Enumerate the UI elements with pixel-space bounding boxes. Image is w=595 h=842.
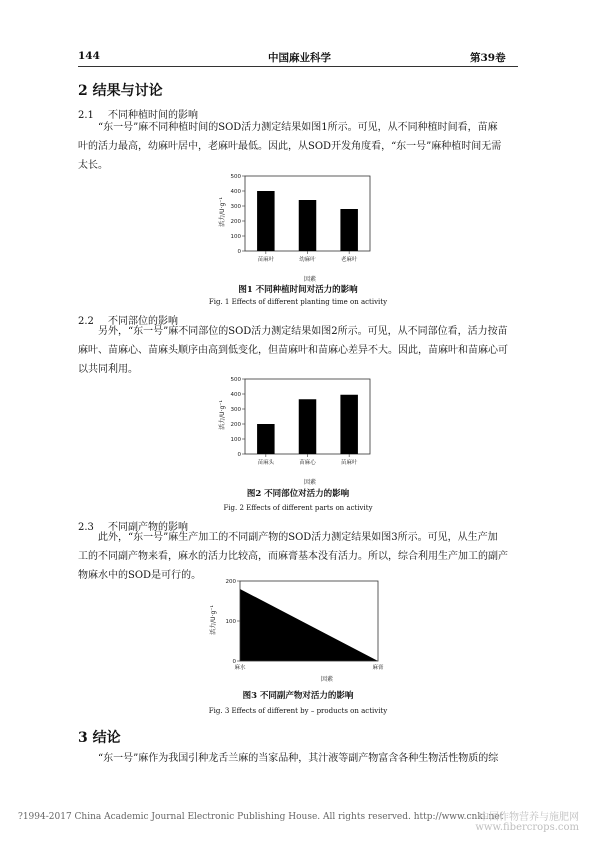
figure-caption: 图1 不同种植时间对活力的影响 [238, 285, 358, 295]
watermark-text: 中国作物营养与施肥网 [479, 812, 579, 823]
area-series [240, 589, 378, 661]
subsection-number: 2.1 [78, 110, 94, 121]
y-tick-label: 300 [230, 204, 241, 210]
figure-caption: 图3 不同副产物对活力的影响 [242, 691, 354, 701]
x-tick-label: 苗麻心 [299, 460, 316, 466]
x-axis-label: 因素 [303, 276, 317, 283]
bar [257, 424, 275, 454]
x-tick-label: 苗麻叶 [257, 257, 275, 263]
figure-1-chart [215, 170, 375, 285]
paragraph-line: 工的不同副产物来看，麻水的活力比较高，而麻膏基本没有活力。所以，综合利用生产加工的副产 [78, 551, 508, 562]
y-tick-label: 100 [230, 234, 241, 240]
y-tick-label: 200 [230, 219, 241, 225]
section-heading: 3 结论 [78, 730, 121, 746]
y-tick-label: 0 [237, 249, 241, 255]
figure-caption-en: Fig. 3 Effects of different by – products on activity [208, 707, 388, 715]
svg-text:活力/U·g⁻¹: 活力/U·g⁻¹ [219, 197, 226, 227]
bar [257, 191, 275, 251]
y-tick-label: 100 [225, 619, 236, 625]
y-tick-label: 100 [230, 437, 241, 443]
bar [340, 395, 358, 454]
x-axis-label: 因素 [303, 479, 317, 486]
bar [299, 399, 317, 454]
copyright-footer: ?1994-2017 China Academic Journal Electronic Publishing House. All rights reserved. http://www.cnki.net [18, 812, 504, 822]
svg-text:活力/U·g⁻¹: 活力/U·g⁻¹ [210, 605, 217, 635]
paragraph-line: “东一号”麻不同种植时间的SOD活力测定结果如图1所示。可见，从不同种植时间看，苗麻 [98, 122, 498, 133]
x-tick-label: 苗麻叶 [340, 460, 358, 466]
journal-name: 中国麻业科学 [268, 52, 331, 64]
y-tick-label: 500 [230, 377, 241, 383]
watermark-url: www.fibercrops.com [475, 822, 579, 833]
subsection-number: 2.3 [78, 522, 94, 533]
bar [299, 200, 317, 251]
x-tick-label: 幼麻叶 [299, 257, 316, 263]
figure-caption-en: Fig. 2 Effects of different parts on activity [223, 504, 373, 512]
paragraph-line: 叶的活力最高，幼麻叶居中，老麻叶最低。因此，从SOD开发角度看，“东一号”麻种植时间无需 [78, 141, 502, 152]
y-axis-label [209, 605, 217, 635]
x-axis-label: 因素 [320, 676, 334, 683]
y-tick-label: 500 [230, 174, 241, 180]
x-tick-label: 老麻叶 [340, 257, 358, 263]
section-heading: 2 结果与讨论 [78, 83, 163, 99]
svg-text:活力/U·g⁻¹: 活力/U·g⁻¹ [219, 400, 226, 430]
y-tick-label: 300 [230, 407, 241, 413]
x-tick-label: 麻水 [234, 665, 246, 671]
subsection-title: 不同种植时间的影响 [108, 110, 198, 121]
figure-caption-en: Fig. 1 Effects of different planting time on activity [208, 298, 388, 306]
y-axis-label [218, 197, 226, 227]
y-tick-label: 200 [225, 579, 236, 585]
x-tick-label: 苗麻头 [257, 460, 275, 466]
subsection-title: 不同副产物的影响 [108, 522, 188, 533]
page-number: 144 [78, 50, 100, 62]
figure-2-chart [215, 373, 375, 488]
subsection-number: 2.2 [78, 316, 94, 327]
paragraph-line: 另外，“东一号”麻不同部位的SOD活力测定结果如图2所示。可见，从不同部位看，活力按苗 [98, 326, 508, 337]
paragraph-line: “东一号”麻作为我国引种龙舌兰麻的当家品种，其汁液等副产物富含各种生物活性物质的综 [98, 753, 499, 764]
figure-caption: 图2 不同部位对活力的影响 [246, 489, 350, 499]
paragraph-line: 此外，“东一号”麻生产加工的不同副产物的SOD活力测定结果如图3所示。可见，从生产加 [98, 532, 498, 543]
paragraph-line: 麻叶、苗麻心、苗麻头顺序由高到低变化，但苗麻叶和苗麻心差异不大。因此，苗麻叶和苗麻心可 [78, 345, 508, 356]
paragraph-line: 太长。 [78, 160, 108, 171]
volume-label: 第39卷 [470, 52, 506, 64]
y-axis-label [218, 400, 226, 430]
paragraph-line: 物麻水中的SOD是可行的。 [78, 570, 202, 581]
header-rule [78, 66, 518, 67]
figure-3-chart [205, 575, 385, 685]
y-tick-label: 0 [237, 452, 241, 458]
y-tick-label: 200 [230, 422, 241, 428]
paragraph-line: 以共同利用。 [78, 364, 138, 375]
paragraph [78, 749, 518, 768]
y-tick-label: 400 [230, 189, 241, 195]
x-tick-label: 麻膏 [372, 665, 384, 671]
y-tick-label: 400 [230, 392, 241, 398]
bar [340, 209, 358, 251]
paragraph [78, 118, 518, 175]
y-tick-label: 0 [232, 659, 236, 665]
subsection-title: 不同部位的影响 [108, 316, 178, 327]
paragraph [78, 322, 518, 379]
